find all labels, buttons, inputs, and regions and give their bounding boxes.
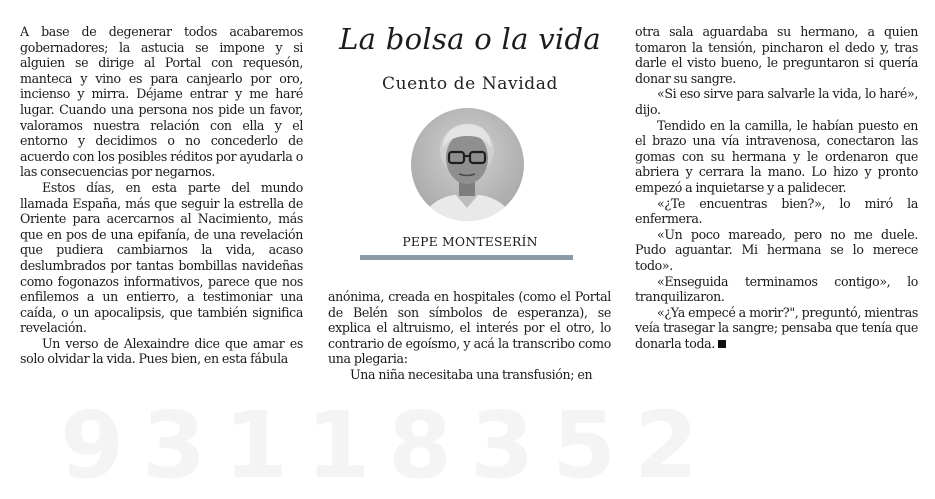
article-column-right bbox=[635, 24, 918, 351]
article-column-center bbox=[328, 289, 611, 383]
author-byline: PEPE MONTESERÍN bbox=[402, 234, 538, 249]
author-photo bbox=[411, 108, 524, 221]
paragraph: otra sala aguardaba su hermano, a quien tomaron la tensión, pincharon el dedo y, tras darle el visto bueno, le preguntaron si quería donar su sangre. bbox=[635, 24, 918, 86]
paragraph: A base de degenerar todos acabaremos gobernadores; la astucia se impone y si alguien se dirige al Portal con requesón, manteca y vino es para canjearlo por oro, incienso y mirra. Déjame entrar y me haré lugar. Cuando una persona nos pide un favor, valoramos nuestra relación con ella y el entorno y decidimos o no concederlo de acuerdo con los posibles réditos por ayudarla o las consecuencias por negarnos. bbox=[20, 24, 303, 180]
paragraph-final bbox=[635, 305, 918, 352]
background-watermark: 93118352 bbox=[60, 392, 717, 499]
paragraph: Un verso de Alexaindre dice que amar es solo olvidar la vida. Pues bien, en esta fábula bbox=[20, 335, 303, 367]
paragraph: Una niña necesitaba una transfusión; en bbox=[350, 366, 593, 382]
author-portrait-image bbox=[411, 108, 524, 221]
divider-rule bbox=[360, 255, 573, 260]
paragraph-text: «¿Ya empecé a morir?", preguntó, mientras veía trasegar la sangre; pensaba que tenía que donarla toda. bbox=[635, 304, 918, 351]
paragraph: Tendido en la camilla, le habían puesto en el brazo una vía intravenosa, conectaron las gomas con su hermana y le ordenaron que abriera y cerrara la mano. Lo hizo y pronto empezó a inquietarse y a palidecer. bbox=[635, 117, 918, 195]
article-column-left bbox=[20, 24, 303, 367]
paragraph: anónima, creada en hospitales (como el Portal de Belén son símbolos de esperanza), se explica el altruismo, el interés por el otro, lo contrario de egoísmo, y acá la transcribo como una plegaria: bbox=[328, 289, 611, 367]
article-title: La bolsa o la vida bbox=[339, 22, 601, 56]
article-subtitle: Cuento de Navidad bbox=[382, 74, 558, 94]
paragraph: «Enseguida terminamos contigo», lo tranquilizaron. bbox=[635, 273, 918, 305]
paragraph: «Si eso sirve para salvarle la vida, lo haré», dijo. bbox=[635, 86, 918, 117]
paragraph: «Un poco mareado, pero no me duele. Pudo aguantar. Mi hermana se lo merece todo». bbox=[635, 226, 918, 273]
paragraph: «¿Te encuentras bien?», lo miró la enfermera. bbox=[635, 195, 918, 227]
end-of-article-mark bbox=[718, 340, 726, 348]
paragraph: Estos días, en esta parte del mundo llamada España, más que seguir la estrella de Oriente para acercarnos al Nacimiento, más que en pos de una epifanía, de una revelación que pudiera cambiarnos la vida, acaso deslumbrados por tantas bombillas navideñas como fogonazos informativos, parece que nos enfilemos a un entierro, a testimoniar una caída, o un apocalipsis, que también significa revelación. bbox=[20, 179, 303, 336]
